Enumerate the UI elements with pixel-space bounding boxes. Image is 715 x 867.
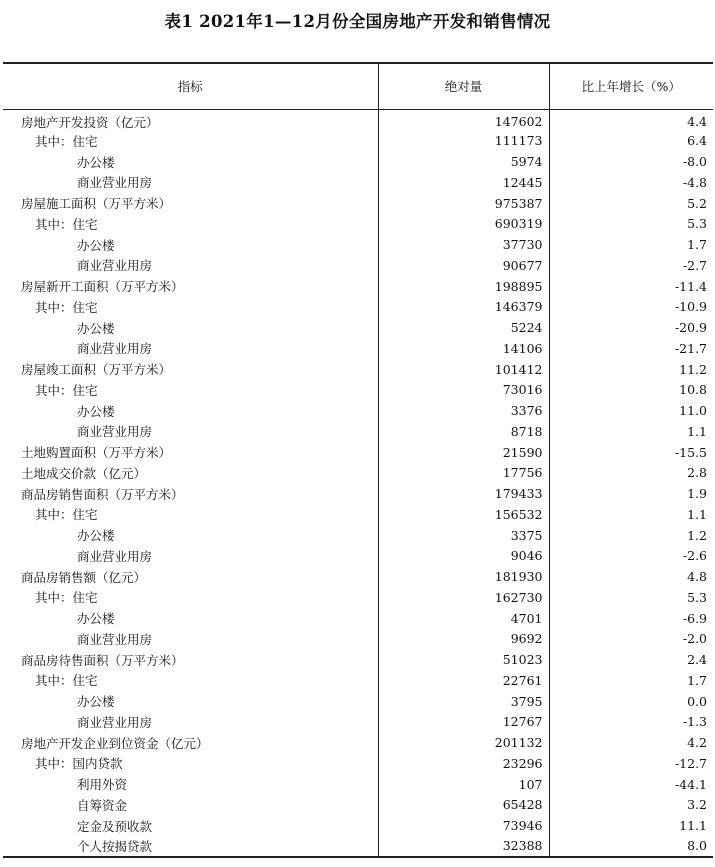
table-row [3, 109, 713, 131]
row-growth: 5.3 [549, 587, 713, 608]
row-value: 147602 [378, 109, 549, 131]
table-row [3, 151, 713, 172]
row-value: 156532 [378, 504, 549, 525]
row-label: 商业营业用房 [77, 714, 153, 730]
row-growth: 4.4 [549, 109, 713, 131]
row-value: 73016 [378, 380, 549, 401]
row-growth: 1.1 [549, 421, 713, 442]
table-row [3, 587, 713, 608]
row-value: 8718 [378, 421, 549, 442]
row-label: 商业营业用房 [77, 258, 153, 274]
header-growth: 比上年增长（%） [549, 63, 713, 109]
row-label: 商业营业用房 [77, 175, 153, 191]
row-growth: 1.9 [549, 483, 713, 504]
row-growth: -20.9 [549, 317, 713, 338]
table-row [3, 504, 713, 525]
row-growth: 4.2 [549, 732, 713, 753]
row-value: 73946 [378, 815, 549, 836]
table-row [3, 608, 713, 629]
row-label: 办公楼 [77, 528, 115, 544]
row-value: 4701 [378, 608, 549, 629]
row-value: 37730 [378, 234, 549, 255]
row-value: 146379 [378, 297, 549, 318]
row-label: 房屋新开工面积（万平方米） [21, 279, 184, 295]
table-row [3, 732, 713, 753]
row-label: 商业营业用房 [77, 548, 153, 564]
row-value: 111173 [378, 131, 549, 152]
row-label: 其中：住宅 [35, 590, 98, 606]
row-value: 5974 [378, 151, 549, 172]
table-row [3, 566, 713, 587]
table-row [3, 836, 713, 857]
table-row [3, 463, 713, 484]
row-value: 12445 [378, 172, 549, 193]
row-label: 办公楼 [77, 403, 115, 419]
row-value: 12767 [378, 712, 549, 733]
row-label: 自筹资金 [77, 797, 128, 813]
row-growth: 10.8 [549, 380, 713, 401]
row-label: 商品房销售面积（万平方米） [21, 486, 184, 502]
row-growth: 2.4 [549, 649, 713, 670]
data-table [3, 62, 713, 858]
table-row [3, 172, 713, 193]
row-label: 办公楼 [77, 694, 115, 710]
header-absolute-value: 绝对量 [378, 63, 549, 109]
row-growth: -1.3 [549, 712, 713, 733]
row-value: 3795 [378, 691, 549, 712]
row-growth: -12.7 [549, 753, 713, 774]
table-row [3, 317, 713, 338]
row-label: 办公楼 [77, 237, 115, 253]
row-value: 101412 [378, 359, 549, 380]
table-row [3, 629, 713, 650]
table-row [3, 214, 713, 235]
table-row [3, 359, 713, 380]
row-growth: -10.9 [549, 297, 713, 318]
table-row [3, 649, 713, 670]
row-value: 690319 [378, 214, 549, 235]
row-growth: 4.8 [549, 566, 713, 587]
row-growth: 11.2 [549, 359, 713, 380]
table-row [3, 712, 713, 733]
table-row [3, 815, 713, 836]
row-growth: -44.1 [549, 774, 713, 795]
row-label: 房地产开发投资（亿元） [21, 114, 159, 130]
row-label: 其中：住宅 [35, 299, 98, 315]
row-label: 商业营业用房 [77, 424, 153, 440]
row-growth: 3.2 [549, 795, 713, 816]
row-growth: 11.1 [549, 815, 713, 836]
table-row [3, 421, 713, 442]
row-growth: -21.7 [549, 338, 713, 359]
row-growth: -2.6 [549, 546, 713, 567]
row-label: 其中：住宅 [35, 382, 98, 398]
row-value: 14106 [378, 338, 549, 359]
row-label: 其中：住宅 [35, 507, 98, 523]
table-row [3, 400, 713, 421]
row-value: 21590 [378, 442, 549, 463]
table-row [3, 338, 713, 359]
row-label: 房屋竣工面积（万平方米） [21, 362, 172, 378]
row-label: 土地成交价款（亿元） [21, 465, 147, 481]
row-value: 3376 [378, 400, 549, 421]
row-growth: 5.2 [549, 193, 713, 214]
row-label: 其中：住宅 [35, 673, 98, 689]
table-row [3, 442, 713, 463]
table-row [3, 255, 713, 276]
row-growth: -8.0 [549, 151, 713, 172]
row-label: 办公楼 [77, 611, 115, 627]
row-growth: 1.7 [549, 234, 713, 255]
row-label: 个人按揭贷款 [77, 838, 153, 854]
row-growth: 8.0 [549, 836, 713, 857]
row-value: 9692 [378, 629, 549, 650]
table-row [3, 525, 713, 546]
header-indicator: 指标 [3, 63, 378, 109]
row-label: 商品房待售面积（万平方米） [21, 652, 184, 668]
row-value: 107 [378, 774, 549, 795]
row-label: 其中：住宅 [35, 133, 98, 149]
table-row [3, 276, 713, 297]
table-row [3, 193, 713, 214]
row-label: 其中：国内贷款 [35, 756, 123, 772]
table-row [3, 753, 713, 774]
row-growth: -11.4 [549, 276, 713, 297]
row-value: 162730 [378, 587, 549, 608]
row-value: 17756 [378, 463, 549, 484]
row-growth: -4.8 [549, 172, 713, 193]
row-value: 201132 [378, 732, 549, 753]
row-value: 22761 [378, 670, 549, 691]
row-growth: -15.5 [549, 442, 713, 463]
table-row [3, 670, 713, 691]
table-title: 表1 2021年1—12月份全国房地产开发和销售情况 [164, 12, 551, 31]
row-value: 975387 [378, 193, 549, 214]
row-label: 办公楼 [77, 154, 115, 170]
row-label: 商业营业用房 [77, 631, 153, 647]
row-label: 利用外资 [77, 777, 128, 793]
row-label: 商业营业用房 [77, 341, 153, 357]
row-growth: -2.7 [549, 255, 713, 276]
row-label: 商品房销售额（亿元） [21, 569, 147, 585]
row-label: 定金及预收款 [77, 818, 153, 834]
row-value: 3375 [378, 525, 549, 546]
row-label: 房地产开发企业到位资金（亿元） [21, 735, 209, 751]
row-growth: 1.7 [549, 670, 713, 691]
row-growth: -6.9 [549, 608, 713, 629]
row-growth: -2.0 [549, 629, 713, 650]
table-row [3, 774, 713, 795]
table-body [3, 109, 713, 857]
table-row [3, 546, 713, 567]
row-value: 23296 [378, 753, 549, 774]
header-row [3, 63, 713, 109]
table-row [3, 691, 713, 712]
row-value: 32388 [378, 836, 549, 857]
row-value: 198895 [378, 276, 549, 297]
row-growth: 11.0 [549, 400, 713, 421]
table-row [3, 131, 713, 152]
row-growth: 1.1 [549, 504, 713, 525]
table-row [3, 380, 713, 401]
table-row [3, 297, 713, 318]
row-value: 51023 [378, 649, 549, 670]
row-growth: 0.0 [549, 691, 713, 712]
row-value: 5224 [378, 317, 549, 338]
row-value: 90677 [378, 255, 549, 276]
table-header [3, 63, 713, 109]
table-row [3, 795, 713, 816]
row-label: 其中：住宅 [35, 216, 98, 232]
row-label: 土地购置面积（万平方米） [21, 445, 172, 461]
row-growth: 2.8 [549, 463, 713, 484]
row-label: 办公楼 [77, 320, 115, 336]
row-label: 房屋施工面积（万平方米） [21, 196, 172, 212]
row-value: 65428 [378, 795, 549, 816]
row-growth: 1.2 [549, 525, 713, 546]
table-row [3, 483, 713, 504]
row-value: 9046 [378, 546, 549, 567]
row-value: 179433 [378, 483, 549, 504]
row-growth: 6.4 [549, 131, 713, 152]
table-row [3, 234, 713, 255]
row-growth: 5.3 [549, 214, 713, 235]
row-value: 181930 [378, 566, 549, 587]
